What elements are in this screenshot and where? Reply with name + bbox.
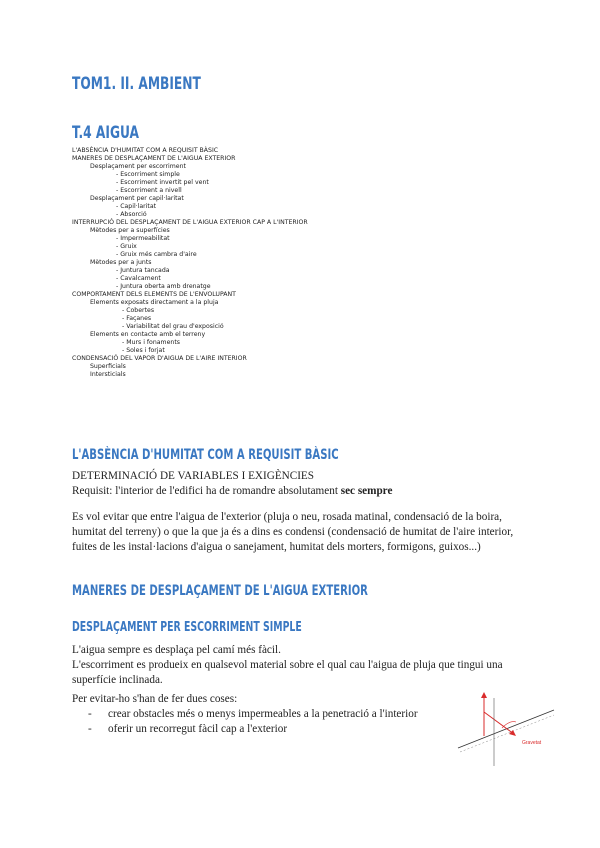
toc-item[interactable]: Elements exposats directament a la pluja — [90, 299, 219, 306]
requisit-bold: sec sempre — [340, 485, 393, 497]
toc-item[interactable]: - Capil·laritat — [116, 203, 157, 210]
toc-item[interactable]: COMPORTAMENT DELS ELEMENTS DE L'ENVOLUPANT — [72, 291, 236, 298]
heading-escorriment: DESPLAÇAMENT PER ESCORRIMENT SIMPLE — [72, 620, 302, 635]
table-of-contents — [72, 147, 308, 379]
toc-item[interactable]: Mètodes per a junts — [90, 259, 152, 266]
toc-item[interactable]: - Murs i fonaments — [122, 339, 180, 346]
toc-item[interactable]: - Façanes — [122, 315, 152, 322]
runoff-diagram — [456, 690, 556, 770]
toc-item[interactable]: L'ABSÈNCIA D'HUMITAT COM A REQUISIT BÀSIC — [72, 147, 219, 154]
toc-item[interactable]: - Gruix — [116, 243, 137, 250]
heading-absencia: L'ABSÈNCIA D'HUMITAT COM A REQUISIT BÀSIC — [72, 447, 339, 463]
toc-item[interactable]: - Juntura tancada — [116, 267, 170, 274]
section-title: T.4 AIGUA — [72, 123, 140, 143]
toc-item[interactable]: INTERRUPCIÓ DEL DESPLAÇAMENT DE L'AIGUA EXTERIOR CAP A L'INTERIOR — [72, 219, 308, 226]
toc-item[interactable]: Intersticials — [90, 371, 126, 378]
requisit-text: Requisit: l'interior de l'edifici ha de romandre absolutament — [72, 485, 341, 497]
bullet-item: - crear obstacles més o menys impermeables a la penetració a l'interior — [88, 708, 418, 720]
gravity-force-line — [484, 712, 514, 734]
toc-item[interactable]: Desplaçament per capil·laritat — [90, 195, 184, 202]
heading-maneres: MANERES DE DESPLAÇAMENT DE L'AIGUA EXTERIOR — [72, 583, 368, 599]
toc-item[interactable]: - Cobertes — [122, 307, 155, 314]
toc-item[interactable]: - Escorriment a nivell — [116, 187, 182, 194]
determinacio-label: DETERMINACIÓ DE VARIABLES I EXIGÈNCIES — [72, 470, 314, 482]
toc-item[interactable]: Superficials — [90, 363, 126, 370]
toc-item[interactable]: - Impermeabilitat — [116, 235, 170, 242]
bullet-item: - oferir un recorregut fàcil cap a l'exterior — [88, 723, 288, 735]
toc-item[interactable]: - Cavalcament — [116, 275, 161, 282]
escorriment-line-2: L'escorriment es produeix en qualsevol material sobre el qual cau l'aigua de pluja que tingui una superfície inclinada. — [72, 659, 503, 686]
toc-item[interactable]: CONDENSACIÓ DEL VAPOR D'AIGUA DE L'AIRE INTERIOR — [72, 355, 247, 362]
toc-item[interactable]: Desplaçament per escorriment — [90, 163, 186, 170]
determinacio-line — [72, 469, 532, 499]
toc-item[interactable]: - Escorriment simple — [116, 171, 180, 178]
toc-item[interactable]: Mètodes per a superfícies — [90, 227, 170, 234]
toc-item[interactable]: - Soles i forjat — [122, 347, 165, 354]
paragraph-evitar-ho: Per evitar-ho s'han de fer dues coses: — [72, 693, 238, 705]
arrow-up-icon — [481, 692, 487, 698]
toc-item[interactable]: - Absorció — [116, 211, 147, 218]
toc-item[interactable]: MANERES DE DESPLAÇAMENT DE L'AIGUA EXTERIOR — [72, 155, 236, 162]
figure-label: Gravetat — [522, 740, 542, 746]
escorriment-line-1: L'aigua sempre es desplaça pel camí més fàcil. — [72, 644, 281, 656]
toc-item[interactable]: - Juntura oberta amb drenatge — [116, 283, 211, 290]
toc-item[interactable]: - Gruix més cambra d'aire — [116, 251, 197, 258]
toc-item[interactable]: Elements en contacte amb el terreny — [90, 331, 206, 338]
toc-item[interactable]: - Variabilitat del grau d'exposició — [122, 323, 224, 330]
surface-hatch — [460, 715, 554, 752]
paragraph-evitar: Es vol evitar que entre l'aigua de l'exterior (pluja o neu, rosada matinal, condensació de la boira, humitat del terreny) o que la que ja és a dins es condensi (condensació de humitat de l'aire interior, fuites de les instal·lacions d'aigua o sanejament, humitat dels morters, formigons, guixos...) — [72, 511, 514, 553]
toc-item[interactable]: - Escorriment invertit pel vent — [116, 179, 209, 186]
bullet-list — [88, 707, 418, 737]
paragraph-escorriment — [72, 643, 532, 688]
document-title: TOM1. II. AMBIENT — [72, 74, 201, 94]
